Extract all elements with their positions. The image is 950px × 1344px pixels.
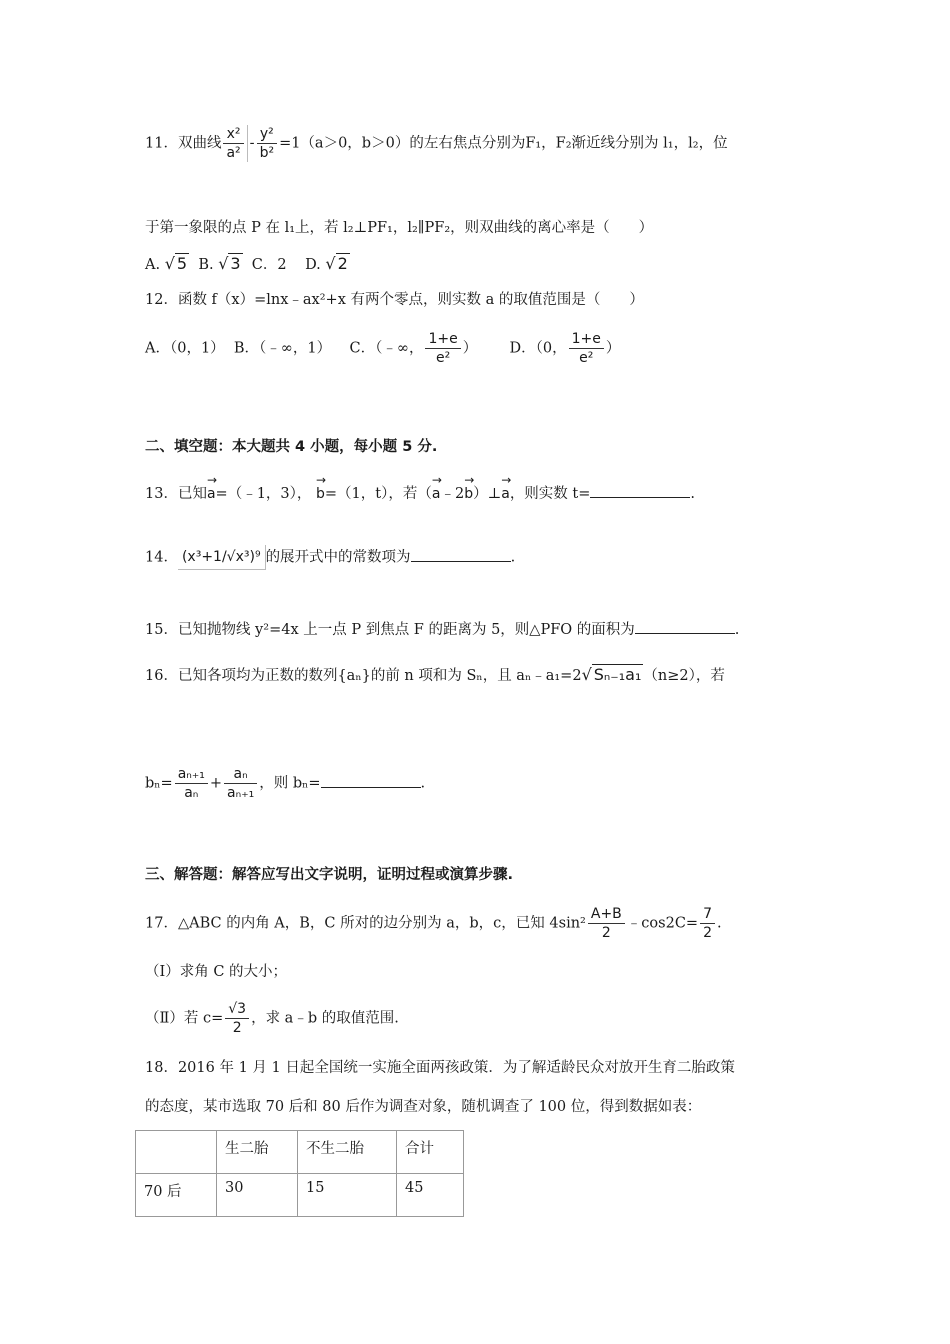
q16-sqrt: √ Sₙ₋₁a₁ bbox=[581, 665, 642, 684]
q11-options: A. √ 5 B. √ 3 C．2 D. √ 2 bbox=[145, 254, 348, 273]
q16-line2: bₙ= $\frac{\text{aₙ₊₁}}{\text{aₙ}}$ + $\frac{\text{aₙ}}{\text{aₙ₊₁}}$ ，则 bₙ= . bbox=[145, 766, 426, 801]
q17-part1: （Ⅰ）求角 C 的大小； bbox=[145, 964, 288, 980]
table-header-cell: 生二胎 bbox=[217, 1131, 298, 1174]
q13-line: 13．已知→ a=（﹣1，3）， → b=（1，t），若（→ a﹣2→ b）⊥→ a，则实数 t= . bbox=[145, 478, 695, 504]
q11-number: 11． bbox=[145, 135, 178, 152]
section2-heading: 二、填空题：本大题共 4 小题，每小题 5 分. bbox=[145, 439, 438, 455]
q11-optA-sqrt: √ 5 bbox=[164, 254, 188, 273]
vector-b: → b bbox=[316, 478, 325, 504]
q16-answer-blank bbox=[321, 773, 421, 788]
table-header-cell: 不生二胎 bbox=[298, 1131, 397, 1174]
table-header-row bbox=[136, 1131, 464, 1174]
q17-frac-seven-half: $\frac{7}{2}$ bbox=[700, 905, 715, 942]
q17-frac-c: $\frac{√3}{2}$ bbox=[225, 1000, 249, 1037]
q12-options: A．（0，1） B．（﹣∞，1） C．（﹣∞， $\frac{1+e}{\text{e²}}$ ） D．（0， $\frac{1+e}{\text{e²}}$ ） bbox=[145, 331, 621, 366]
q17-part2: （Ⅱ）若 c= $\frac{√3}{2}$ ，求 a﹣b 的取值范围. bbox=[145, 1001, 399, 1036]
table-header-cell: 合计 bbox=[397, 1131, 464, 1174]
q17-line1: 17．△ABC 的内角 A，B，C 所对的边分别为 a，b，c，已知 4sin² $\frac{A+B}{2}$ ﹣cos2C= $\frac{7}{2}$ . bbox=[145, 906, 722, 941]
q11-line1: 11．双曲线 $\frac{\text{x²}}{\text{a²}}$ - $\frac{\text{y²}}{\text{b²}}$ =1（a＞0，b＞0）的左右焦点分别为F₁，F₂渐近线分别为 l₁，l₂，位 bbox=[145, 126, 728, 161]
q11-lead: 双曲线 bbox=[177, 135, 222, 152]
table-header-cell bbox=[136, 1131, 217, 1174]
q14-binomial-formula: (x³+1/√x³)⁹ bbox=[178, 545, 266, 570]
table-cell: 15 bbox=[298, 1174, 397, 1217]
q11-frac-x: $\frac{\text{x²}}{\text{a²}}$ bbox=[223, 125, 247, 162]
q11-tail: =1（a＞0，b＞0）的左右焦点分别为F₁，F₂渐近线分别为 l₁，l₂，位 bbox=[279, 135, 728, 152]
vector-a: → a bbox=[207, 478, 216, 504]
q12-stem: 12．函数 f（x）=lnx﹣ax²+x 有两个零点，则实数 a 的取值范围是（ ） bbox=[145, 292, 644, 308]
table-cell: 45 bbox=[397, 1174, 464, 1217]
q15-answer-blank bbox=[635, 619, 735, 634]
q18-line1: 18．2016 年 1 月 1 日起全国统一实施全面两孩政策．为了解适龄民众对放开生育二胎政策 bbox=[145, 1060, 735, 1076]
q11-frac-y: $\frac{\text{y²}}{\text{b²}}$ bbox=[257, 125, 278, 162]
table-row bbox=[136, 1174, 464, 1217]
q16-line1: 16．已知各项均为正数的数列{aₙ}的前 n 项和为 Sₙ，且 aₙ﹣a₁=2√ Sₙ₋₁a₁ （n≥2），若 bbox=[145, 665, 725, 684]
table-cell: 30 bbox=[217, 1174, 298, 1217]
table-cell: 70 后 bbox=[136, 1174, 217, 1217]
q18-line2: 的态度，某市选取 70 后和 80 后作为调查对象，随机调查了 100 位，得到数据如表： bbox=[145, 1099, 702, 1115]
q15-line: 15．已知抛物线 y²=4x 上一点 P 到焦点 F 的距离为 5，则△PFO 的面积为 . bbox=[145, 619, 739, 640]
q14-answer-blank bbox=[411, 547, 511, 562]
q12-optD-frac: $\frac{1+e}{\text{e²}}$ bbox=[569, 330, 604, 367]
survey-table bbox=[135, 1130, 464, 1217]
q17-frac-ab: $\frac{A+B}{2}$ bbox=[588, 905, 625, 942]
q13-answer-blank bbox=[590, 483, 690, 498]
section3-heading: 三、解答题：解答应写出文字说明，证明过程或演算步骤. bbox=[145, 867, 514, 883]
q11-line2: 于第一象限的点 P 在 l₁上，若 l₂⊥PF₁，l₂∥PF₂，则双曲线的离心率是（ ） bbox=[145, 220, 654, 236]
q16-frac2: $\frac{\text{aₙ}}{\text{aₙ₊₁}}$ bbox=[224, 765, 257, 802]
q11-optD-sqrt: √ 2 bbox=[325, 254, 348, 273]
q12-optC-frac: $\frac{1+e}{\text{e²}}$ bbox=[425, 330, 460, 367]
q14-line: 14． (x³+1/√x³)⁹ 的展开式中的常数项为 . bbox=[145, 545, 515, 570]
q11-optB-sqrt: √ 3 bbox=[218, 254, 241, 273]
q16-frac1: $\frac{\text{aₙ₊₁}}{\text{aₙ}}$ bbox=[175, 765, 208, 802]
